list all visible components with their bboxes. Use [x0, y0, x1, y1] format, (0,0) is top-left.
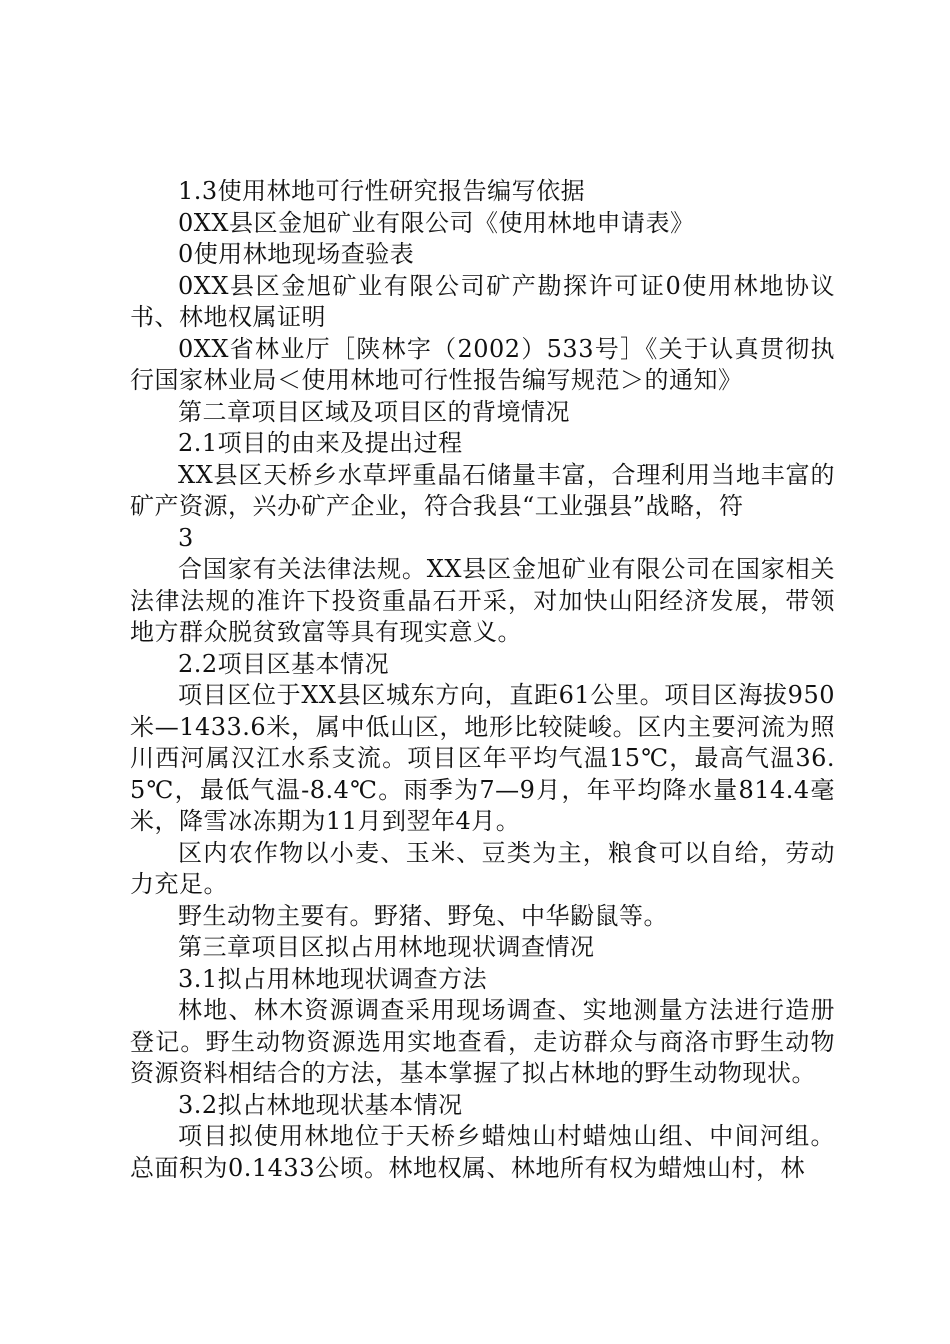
basis-item-application-form: 0XX县区金旭矿业有限公司《使用林地申请表》	[178, 208, 695, 237]
basis-item-forestry-notice: 0XX省林业厅［陕林字（2002）533号］《关于认真贯彻执行国家林业局＜使用林地可行性报告编写规范＞的通知》	[130, 334, 835, 394]
section-heading-1-3: 1.3使用林地可行性研究报告编写依据	[178, 177, 586, 205]
paragraph-wildlife: 野生动物主要有。野猪、野兔、中华鼢鼠等。	[178, 901, 668, 930]
paragraph-land-status: 项目拟使用林地位于天桥乡蜡烛山村蜡烛山组、中间河组。总面积为0.1433公顷。林地权属、林地所有权为蜡烛山村，林	[130, 1122, 835, 1182]
section-heading-3-1: 3.1拟占用林地现状调查方法	[178, 964, 488, 993]
paragraph-crops: 区内农作物以小麦、玉米、豆类为主，粮食可以自给，劳动力充足。	[130, 838, 835, 898]
paragraph-project-origin: XX县区天桥乡水草坪重晶石储量丰富，合理利用当地丰富的矿产资源，兴办矿产企业，符合我县“工业强县”战略，符	[130, 460, 835, 520]
basis-item-license: 0XX县区金旭矿业有限公司矿产勘探许可证0使用林地协议书、林地权属证明	[130, 271, 835, 331]
paragraph-survey-method: 林地、林木资源调查采用现场调查、实地测量方法进行造册登记。野生动物资源选用实地查看，走访群众与商洛市野生动物资源资料相结合的方法，基本掌握了拟占林地的野生动物现状。	[130, 996, 835, 1087]
section-heading-2-1: 2.1项目的由来及提出过程	[178, 429, 463, 457]
section-heading-2-2: 2.2项目区基本情况	[178, 649, 390, 678]
chapter-heading-3: 第三章项目区拟占用林地现状调查情况	[178, 933, 595, 961]
section-heading-3-2: 3.2拟占林地现状基本情况	[178, 1090, 463, 1119]
chapter-heading-2: 第二章项目区域及项目区的背境情况	[178, 397, 570, 426]
page-number: 3	[178, 523, 194, 552]
paragraph-project-area: 项目区位于XX县区城东方向，直距61公里。项目区海拔950米—1433.6米，属中低山区，地形比较陡峻。区内主要河流为照川西河属汉江水系支流。项目区年平均气温15℃，最高气温36.5℃，最低气温-8.4℃。雨季为7—9月，年平均降水量814.4毫米，降雪冰冻期为11月到翌年4月。	[130, 681, 835, 835]
paragraph-project-origin-cont: 合国家有关法律法规。XX县区金旭矿业有限公司在国家相关法律法规的准许下投资重晶石开采，对加快山阳经济发展，带领地方群众脱贫致富等具有现实意义。	[130, 555, 835, 646]
basis-item-site-inspection: 0使用林地现场查验表	[178, 240, 415, 268]
document-body	[130, 176, 835, 1184]
